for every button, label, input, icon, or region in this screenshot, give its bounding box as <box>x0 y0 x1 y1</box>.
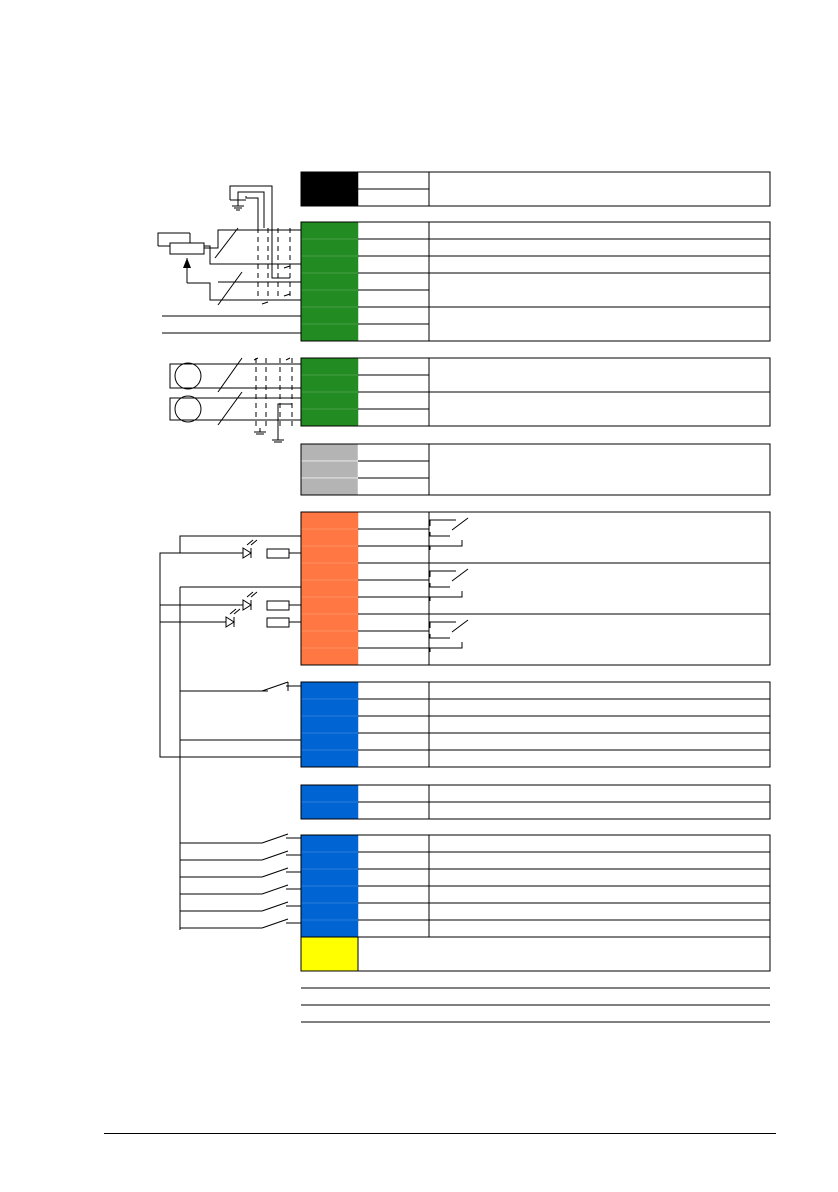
led-icon <box>243 592 257 610</box>
switch-icon <box>180 834 301 843</box>
relay-wire <box>180 587 268 691</box>
terminal-block-frame <box>301 444 770 495</box>
switch-icon <box>180 868 301 877</box>
terminal-color-cell <box>301 682 358 699</box>
terminal-color-cell <box>301 409 358 426</box>
terminal-color-cell <box>301 614 358 631</box>
terminal-color-cell <box>301 631 358 648</box>
relay-contact-line <box>430 622 456 628</box>
switch-arm <box>262 885 288 894</box>
terminal-color-cell <box>301 852 358 869</box>
digital-common-terminals <box>301 785 770 819</box>
switch-icon <box>180 851 301 860</box>
shield-wire <box>238 192 264 228</box>
relay-contact-icon <box>430 518 468 550</box>
terminal-color-cell <box>301 699 358 716</box>
digital-input-terminals <box>301 835 770 937</box>
terminal-color-cell <box>301 256 358 273</box>
terminal-block-frame <box>301 682 770 767</box>
relay-contact-line <box>430 532 450 536</box>
terminal-color-cell <box>301 222 358 239</box>
relay-contact-line <box>430 583 450 587</box>
terminal-color-cell <box>301 546 358 563</box>
terminal-color-cell <box>301 920 358 937</box>
meter-icon-circle <box>175 363 201 389</box>
potentiometer-body <box>170 243 204 254</box>
shield-wire <box>246 196 258 228</box>
switch-arm <box>262 868 288 877</box>
shield-terminals <box>301 172 770 206</box>
switch-arm <box>262 902 288 911</box>
resistor-icon-body <box>267 601 289 610</box>
switch-arm <box>262 834 288 843</box>
terminal-color-cell <box>301 324 358 341</box>
switch-icon <box>180 885 301 894</box>
cable-mark <box>218 358 242 392</box>
shield-tick <box>284 266 290 268</box>
led-icon <box>243 540 257 558</box>
resistor-icon-body <box>267 618 289 627</box>
shield-tick <box>262 302 268 304</box>
meter-icon <box>175 396 201 422</box>
ground-icon <box>232 200 244 210</box>
relay-contact-line <box>430 571 456 577</box>
terminal-color-cell <box>301 937 358 971</box>
potentiometer-arrow <box>183 258 191 268</box>
pot-wire <box>204 246 301 264</box>
terminal-color-cell <box>301 375 358 392</box>
switch-icon <box>180 902 301 911</box>
switch-arm <box>262 682 288 691</box>
relay-contact-line <box>430 642 462 652</box>
relay-contact-line <box>430 540 462 550</box>
relay-return-wire <box>160 553 301 757</box>
terminal-color-cell <box>301 307 358 324</box>
switch-icon <box>180 919 301 928</box>
terminal-color-cell <box>301 529 358 546</box>
terminal-color-cell <box>301 869 358 886</box>
terminal-color-cell <box>301 597 358 614</box>
footer-rule <box>104 1133 776 1134</box>
resistor-icon <box>267 618 289 627</box>
terminal-color-cell <box>301 392 358 409</box>
terminal-color-cell <box>301 716 358 733</box>
terminal-color-cell <box>301 750 358 767</box>
terminal-color-cell <box>301 580 358 597</box>
terminal-block-frame <box>301 937 770 971</box>
resistor-icon <box>267 549 289 558</box>
meter-icon <box>175 363 201 389</box>
led-icon <box>226 609 240 627</box>
terminal-color-cell <box>301 273 358 290</box>
terminal-color-cell <box>301 444 358 461</box>
terminal-color-cell <box>301 461 358 478</box>
ground-icon <box>254 428 266 434</box>
shield-tick <box>286 358 290 360</box>
terminal-color-cell <box>301 648 358 665</box>
meter-icon-circle <box>175 396 201 422</box>
serial-link-terminals <box>301 444 770 495</box>
shield-tick <box>284 294 290 296</box>
terminal-color-cell <box>301 802 358 819</box>
pot-wire <box>204 230 301 248</box>
relay-contact-line <box>430 634 450 638</box>
led-icon-triangle <box>243 548 251 558</box>
terminal-color-cell <box>301 733 358 750</box>
analog-output-terminals <box>301 358 770 426</box>
supply-digital-terminals <box>301 682 770 767</box>
terminal-color-cell <box>301 358 358 375</box>
analog-input-terminals <box>301 222 770 341</box>
potentiometer-icon <box>170 243 204 283</box>
terminal-color-cell <box>301 290 358 307</box>
terminal-color-cell <box>301 478 358 495</box>
switch-icon <box>180 682 301 691</box>
relay-contact-icon <box>430 569 468 601</box>
safe-torque-off-terminal <box>301 937 770 971</box>
terminal-color-cell <box>301 903 358 920</box>
switch-arm <box>262 851 288 860</box>
terminal-color-cell <box>301 785 358 802</box>
ground-icon <box>272 440 284 442</box>
terminal-color-cell <box>301 886 358 903</box>
resistor-icon <box>267 601 289 610</box>
terminal-color-cell <box>301 563 358 580</box>
led-icon-triangle <box>243 600 251 610</box>
terminal-block-frame <box>301 222 770 341</box>
relay-contact-line <box>430 591 462 601</box>
pot-wire <box>187 283 301 300</box>
terminal-block-frame <box>301 512 770 665</box>
relay-output-terminals <box>301 512 770 665</box>
resistor-icon-body <box>267 549 289 558</box>
relay-contact-icon <box>430 620 468 652</box>
terminal-color-cell <box>301 512 358 529</box>
relay-contact-line <box>430 520 456 526</box>
terminal-color-cell <box>301 835 358 852</box>
led-icon-triangle <box>226 617 234 627</box>
terminal-color-cell <box>301 239 358 256</box>
switch-arm <box>262 919 288 928</box>
terminal-color-cell <box>301 172 358 206</box>
